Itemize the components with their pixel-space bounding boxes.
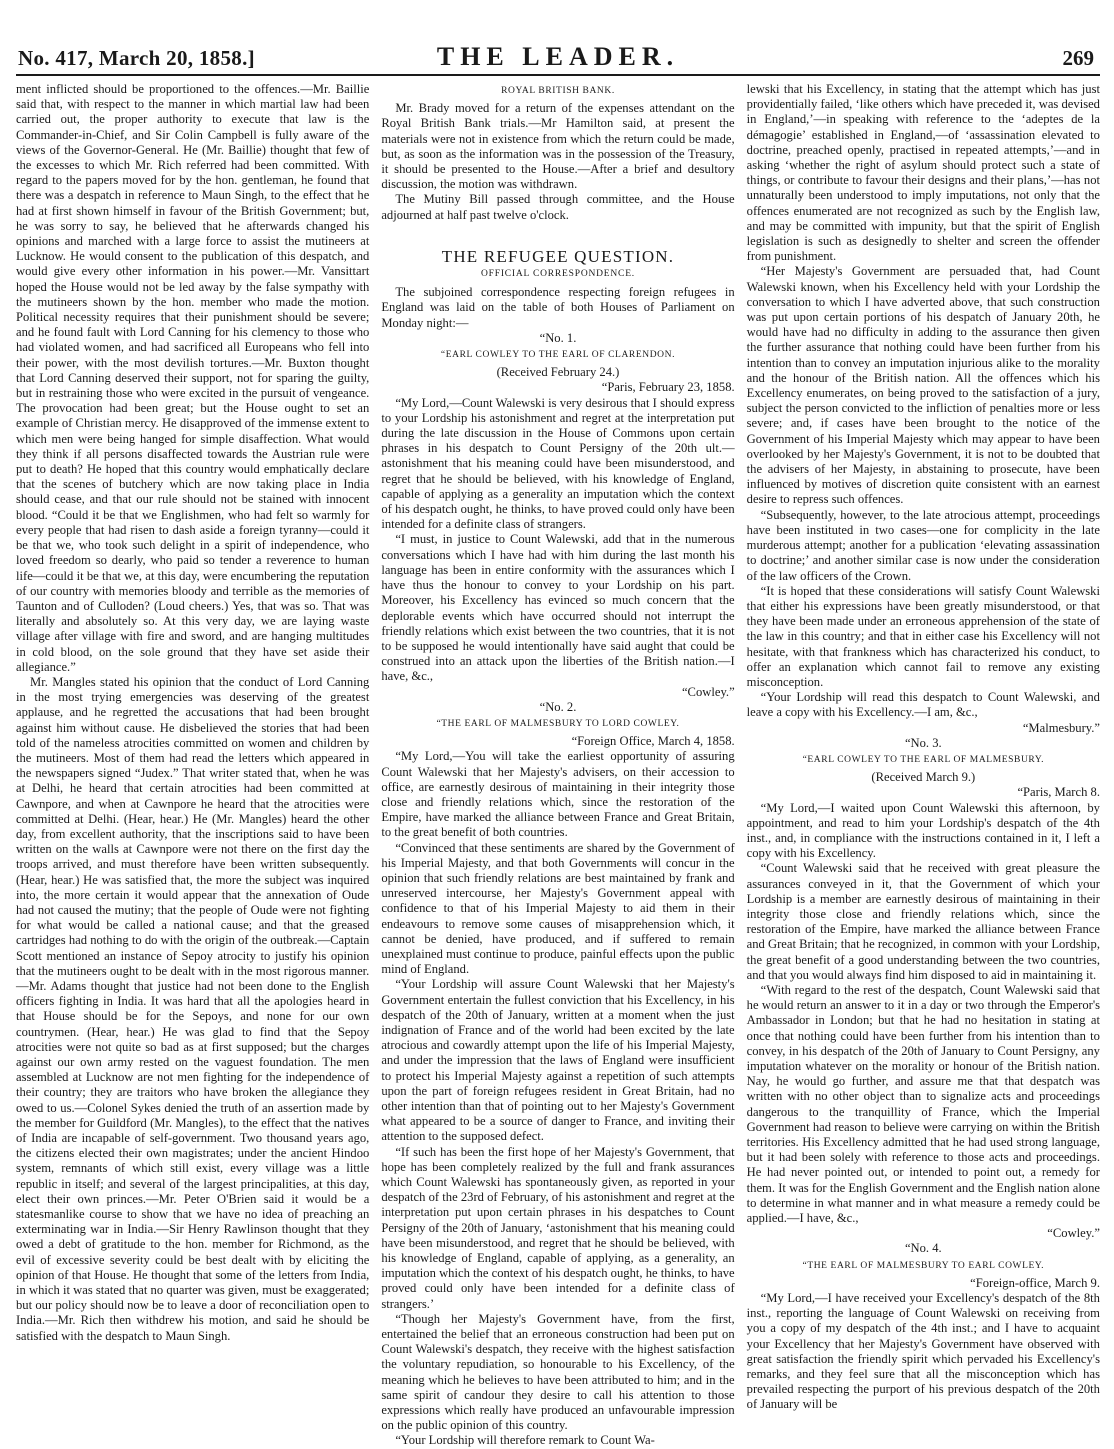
- letter-date: “Paris, March 8.: [1017, 785, 1100, 800]
- paragraph: “Count Walewski said that he received with great pleasure the assurances conveyed in it, that the Government of which your Lordship is a member are earnestly desirous of maintaining in their integrity those close and friendly relations which, since the restoration of the Empire, have marked the alliance between France and Great Britain; that he recognized, in common with your Lordship, the great benefit of a good understanding between the two countries, and that you would always find him disposed to aid in maintaining it.: [746, 861, 1100, 982]
- newspaper-title: THE LEADER.: [436, 42, 680, 71]
- paragraph: “With regard to the rest of the despatch, Count Walewski said that he would return an answer to it in a day or two through the Emperor's Ambassador in London; but that he had no hesitation in stating at once that nothing could have been further from his intention than to convey, in his despatch of the 20th of January to Count Persigny, any imputation whatever on the morality or honour of the British nation. Nay, he would go further, and assure me that that despatch was written with no other object than to signalize acts and proceedings dangerous to the tranquillity of France, which the Imperial Government had reason to believe were carrying on within the British territories. His Excellency admitted that he had used strong language, but it had been solely with reference to those acts and proceedings. He had never pointed out, or intended to point out, a remedy for them. It was for the English Government and the English nation alone to determine in what manner and in what measure a remedy could be applied.—I have, &c.,: [746, 982, 1100, 1226]
- paragraph: “My Lord,—Count Walewski is very desirous that I should express to your Lordship his astonishment and regret at the interpretation put during the late discussion in the House of Commons upon certain phrases in his despatch to Count Persigny of the 20th ult.—astonishment that his meaning could have been misunderstood, and regret that he should be believed, with his knowledge of England, capable of applying as a generality an imputation which the context of his despatch ought, he thinks, to have proved could only have been intended for a definite class of strangers.: [381, 395, 735, 532]
- letter-signature: “Malmesbury.”: [1022, 720, 1100, 735]
- masthead: [16, 34, 1100, 76]
- paragraph: “Your Lordship will assure Count Walewski that her Majesty's Government entertain the fullest conviction that his Excellency, in his despatch of the 20th of January, written at a moment when the just indignation of France and of the world had been excited by the late atrocious and cowardly attempt upon the life of his Imperial Majesty, and under the impression that the laws of England were insufficient to protect his Imperial Majesty against a repetition of such attempts upon the part of foreign refugees resident in Great Britain, had no other intention than that of pointing out to her Majesty's Government what appeared to be a source of danger to France, and inviting their attention to the supposed defect.: [381, 977, 735, 1144]
- paragraph: “It is hoped that these considerations will satisfy Count Walewski that either his expressions have been greatly misunderstood, or that they have been made under an erroneous apprehension of the state of the law in this country; and that in either case his Excellency will not hesitate, with that frankness which has characterized his conduct, to offer an explanation which cannot fail to remove any existing misconception.: [746, 583, 1100, 689]
- letter-number: “No. 4.: [904, 1241, 942, 1256]
- letter-number: “No. 3.: [904, 735, 942, 750]
- paragraph: Mr. Brady moved for a return of the expenses attendant on the Royal British Bank trials.—Mr Hamilton said, at present the materials were not in existence from which the return could be made, but, as soon as the information was in the possession of the Treasury, it should be presented to the House.—After a brief and desultory discussion, the motion was withdrawn.: [381, 101, 735, 192]
- letter-date: “Paris, February 23, 1858.: [601, 380, 735, 395]
- section-subtitle: OFFICIAL CORRESPONDENCE.: [481, 269, 635, 280]
- letter-heading: “EARL COWLEY TO THE EARL OF CLARENDON.: [440, 350, 676, 361]
- column-1: [16, 82, 369, 1422]
- paragraph: The Mutiny Bill passed through committee, and the House adjourned at half past twelve o'clock.: [381, 192, 735, 222]
- article-columns: [16, 82, 1100, 1448]
- letter-received: (Received March 9.): [871, 770, 976, 785]
- paragraph: “Subsequently, however, to the late atrocious attempt, proceedings have been instituted in two cases—one for complicity in the late murderous attempt; another for a publication ‘elevating assassination to doctrine;’ and another similar case is now under the consideration of the law officers of the Crown.: [746, 507, 1100, 583]
- paragraph: “My Lord,—I waited upon Count Walewski this afternoon, by appointment, and read to him your Lordship's despatch of the 4th inst., and, in compliance with the instructions contained in it, I left a copy with his Excellency.: [746, 800, 1100, 861]
- bank-heading: ROYAL BRITISH BANK.: [501, 86, 615, 96]
- paragraph: “Your Lordship will read this despatch to Count Walewski, and leave a copy with his Excellency.—I am, &c.,: [746, 690, 1100, 720]
- paragraph: “I must, in justice to Count Walewski, add that in the numerous conversations which I have had with him during the last month his language has been in entire conformity with the assurances which I have thus the honour to convey to your Lordship on his part. Moreover, his Excellency has evinced so much concern that the deplorable events which have occurred should not interrupt the friendly relations which exist between the two countries, that it is not to be supposed he would intentionally have said aught that could be construed into an attack upon the liberties of the British nation.—I have, &c.,: [381, 532, 735, 684]
- paragraph: ment inflicted should be proportioned to the offences.—Mr. Baillie said that, with respect to the manner in which martial law had been carried out, the proper authority to execute that law is the Commander-in-Chief, and Sir Colin Campbell is fully aware of the views of the Governor-General. He (Mr. Baillie) thought that few of the excesses to which Mr. Rich referred had been committed. With regard to the papers moved for by the hon. gentleman, he found that there was a despatch in reference to Maun Singh, to the effect that he had at first shown himself in favour of the British Government; but, he was sorry to say, he believed that he afterwards changed his opinions and marched with a large force to assist the mutineers at Lucknow. He would consent to the publication of this despatch, and would give every other information in his power.—Mr. Vansittart hoped the House would not be led away by the false sympathy with the mutineers shown by the hon. member who made the motion. Political necessity requires that their punishment should be severe; and he found fault with Lord Canning for his clemency to those who had violated women, and had sacrificed all Europeans who fell into their power, with the most devilish tortures.—Mr. Buxton thought that Lord Canning deserved their support, not for sparing the guilty, but in restraining those who were excited in the pursuit of vengeance. The provocation had been great; but the House ought to set an example of Christian mercy. He disapproved of the immense extent to which men were being hanged for simple disaffection. What would they think if all persons disaffected towards the Austrian rule were put to death? He hoped that this country would emphatically declare that the scenes of butchery which are now taking place in India should cease, and that our rule should not be stained with innocent blood. “Could it be that we Englishmen, who had felt so warmly for every people that had risen to dash aside a foreign tyranny—could it be that we, who took such delight in a spirit of independence, who loved freedom so dearly, who paid so tender a reverence to human life—could it be that we, at this day, were encumbering the reputation of our country with memories bloody and terrible as the memories of Taunton and of Culloden? (Loud cheers.) Yes, that was so. That was literally and absolutely so. At this very day, we are laying waste village after village with fire and sword, and are hanging multitudes in cold blood, on the sole ground that they have set aside their allegiance.”: [16, 82, 370, 674]
- letter-heading: “THE EARL OF MALMESBURY TO EARL COWLEY.: [802, 1260, 1045, 1271]
- paragraph: “Convinced that these sentiments are shared by the Government of his Imperial Majesty, and that both Governments will concur in the opinion that such friendly relations are best maintained by frank and unreserved intercourse, her Majesty's Government appeal with confidence to that of his Imperial Majesty to aid them in their endeavours to remove some causes of misapprehension which, it cannot be denied, have produced, and if suffered to remain unexplained must continue to produce, painful effects upon the public mind of England.: [381, 840, 735, 977]
- letter-number: “No. 1.: [539, 330, 577, 345]
- column-3: [747, 82, 1100, 1422]
- paragraph: “Your Lordship will therefore remark to Count Wa-: [395, 1433, 655, 1448]
- letter-number: “No. 2.: [539, 699, 577, 714]
- letter-date: “Foreign-office, March 9.: [970, 1275, 1100, 1290]
- letter-heading: “THE EARL OF MALMESBURY TO LORD COWLEY.: [436, 718, 680, 729]
- section-title: THE REFUGEE QUESTION.: [441, 246, 675, 266]
- paragraph: “My Lord,—You will take the earliest opportunity of assuring Count Walewski that her Majesty's advisers, on their accession to office, are earnestly desirous of maintaining in their integrity those close and friendly relations which, since the restoration of the Empire, have marked the alliance between France and Great Britain, to the great benefit of both countries.: [381, 749, 735, 840]
- letter-heading: “EARL COWLEY TO THE EARL OF MALMESBURY.: [802, 754, 1045, 765]
- issue-number: No. 417, March 20, 1858.]: [18, 46, 255, 70]
- letter-signature: “Cowley.”: [1047, 1226, 1100, 1241]
- letter-received: (Received February 24.): [496, 365, 620, 380]
- paragraph: Mr. Mangles stated his opinion that the conduct of Lord Canning in the most trying emergencies was deserving of the greatest applause, and he regretted the accusations that had been brought against him without cause. He disbelieved the stories that had been told of the nameless atrocities committed on women and children by the mutineers. Most of them had read the letters which appeared in the newspapers signed “Judex.” That writer stated that, when he was at Delhi, he heard that certain atrocities had been committed at Cawnpore, and when at Cawnpore he heard that the atrocities were committed at Delhi. (Hear, hear.) He (Mr. Mangles) heard the other day, from excellent authority, that the inscriptions said to have been written on the walls at Cawnpore were not there on the first day the troops arrived, and must therefore have been written subsequently. (Hear, hear.) He was satisfied that, the more the subject was inquired into, the more certain it would appear that the annexation of Oude had not caused the mutiny; that the people of Oude were not fighting for what would be called a national cause; and that the greased cartridges had nothing to do with the origin of the outbreak.—Captain Scott mentioned an instance of Sepoy atrocity to justify his opinion that the mutineers ought to be dealt with in the most rigorous manner.—Mr. Adams thought that justice had not been done to the English officers fighting in India. It was hard that all the apologies heard in that House should be for the Sepoys, and none for our own countrymen. (Hear, hear.) He was glad to find that the Sepoy atrocities were not quite so bad as at first supposed; but the charges against our own army rested on the vaguest foundation. The men assembled at Lucknow are not men fighting for the independence of their country; they are traitors who have broken the allegiance they owed to us.—Colonel Sykes denied the truth of an assertion made by the member for Guildford (Mr. Mangles), to the effect that the natives of India are incapable of self-government. Two thousand years ago, the citizens elected their own magistrates; under the ancient Hindoo system, remnants of which still exist, every village was a little republic in itself; and several of the largest principalities, at this day, elect their own princes.—Mr. Peter O'Brien said it would be a statesmanlike course to show that we have no idea of preaching an exterminating war in India.—Sir Henry Rawlinson thought that they owed a debt of gratitude to the hon. member for Richmond, as the evil of excessive severity could be best dealt with by eliciting the opinion of that House. He thought that some of the letters from India, in which it was stated that no quarter was given, must be exaggerated; but our policy should now be to leave a door of reconciliation open to India.—Mr. Rich then withdrew his motion, and said he should be satisfied with the despatch to Maun Singh.: [16, 674, 370, 1343]
- letter-date: “Foreign Office, March 4, 1858.: [571, 734, 735, 749]
- page-number: 269: [1062, 46, 1094, 70]
- paragraph: “If such has been the first hope of her Majesty's Government, that hope has been completely realized by the full and frank assurances which Count Walewski has spontaneously given, as reported in your despatch of the 23rd of February, of his astonishment and regret at the interpretation put upon certain phrases in his despatches to Count Persigny of the 20th of January, ‘astonishment that his meaning could have been misunderstood, and regret that he should be believed, with his knowledge of England, capable of applying, as a generality, an imputation which the context of his despatch ought, he thinks, to have proved could only have been intended for a definite class of strangers.’: [381, 1144, 735, 1311]
- paragraph: “Though her Majesty's Government have, from the first, entertained the belief that an erroneous construction had been put on Count Walewski's despatch, they receive with the highest satisfaction the voluntary repudiation, so honourable to his Excellency, of the meaning which he believes to have been attributed to him; and in the same spirit of candour they desire to call his attention to those expressions which really have produced an unfavourable impression on the public opinion of this country.: [381, 1311, 735, 1433]
- letter-signature: “Cowley.”: [681, 684, 735, 699]
- paragraph: “Her Majesty's Government are persuaded that, had Count Walewski known, when his Excellency held with your Lordship the conversation to which I have adverted above, that such construction was put upon certain portions of his despatch of January 20th, he would have had no difficulty in adding to the assurance then given the further assurance that nothing could have been further from his intention than to convey an imputation injurious alike to the morality and the honour of the British nation. All the offences which his Excellency enumerates, on being proved to the satisfaction of a jury, subject the person convicted to the infliction of penalties more or less severe; and, if cases have been brought to the notice of the Government of his Imperial Majesty which may appear to have been overlooked by her Majesty's Government, it is not to be doubted that the advisers of her Majesty, in abstaining to prosecute, have been influenced by motives of discretion quite consistent with an earnest desire to repress such offences.: [746, 264, 1100, 507]
- column-2: [381, 82, 735, 1448]
- paragraph: The subjoined correspondence respecting foreign refugees in England was laid on the table of both Houses of Parliament on Monday night:—: [381, 285, 735, 330]
- paragraph: lewski that his Excellency, in stating that the attempt which has just providentially failed, ‘like others which have preceded it, was devised in England,’—in speaking with reference to the ‘adeptes de la démagogie’ established in England,—of ‘assassination elevated to doctrine, preached openly, practised in repeated attempts,’—and in asking ‘whether the right of asylum should protect such a state of things, or contribute to favour their designs and their plans,’—has not unnaturally been understood to imply imputations, not only that the offences enumerated are not recognized as such by the English law, and may be committed with impunity, but that the spirit of English legislation is such as designedly to shelter and screen the offender from punishment.: [746, 82, 1100, 264]
- paragraph: “My Lord,—I have received your Excellency's despatch of the 8th inst., reporting the language of Count Walewski on receiving from you a copy of my despatch of the 4th inst.; and I have to acquaint your Excellency that her Majesty's Government have observed with great satisfaction the friendly spirit which pervaded his Excellency's remarks, and they feel sure that all the misconception which has prevailed respecting the purport of his previous despatch of the 20th of January will be: [746, 1291, 1100, 1412]
